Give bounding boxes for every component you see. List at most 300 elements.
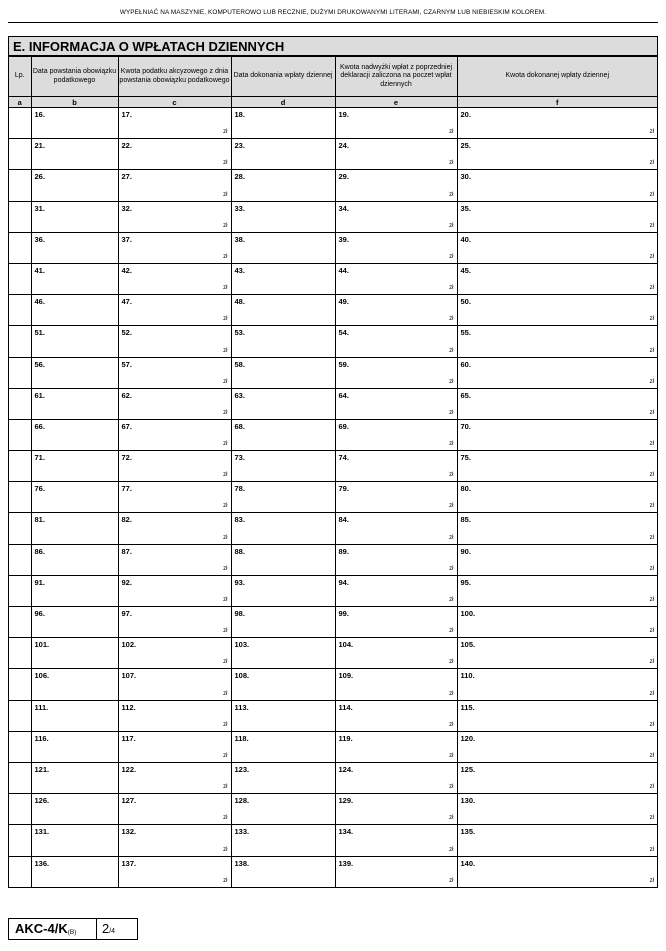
currency-label: zł: [649, 815, 654, 822]
field-number: 88.: [234, 546, 245, 556]
field-number: 95.: [460, 577, 471, 587]
currency-label: zł: [449, 752, 454, 759]
payment-date-field[interactable]: [231, 731, 335, 762]
payment-amount-field[interactable]: [457, 326, 657, 357]
obligation-date-field[interactable]: [31, 669, 118, 700]
obligation-date-field[interactable]: [31, 700, 118, 731]
currency-label: zł: [223, 565, 228, 572]
table-row: [9, 762, 657, 793]
surplus-amount-field[interactable]: [335, 513, 457, 544]
header-payment-date: Data dokonania wpłaty dziennej: [231, 57, 335, 97]
field-number: 24.: [338, 141, 349, 151]
currency-label: zł: [223, 503, 228, 510]
excise-amount-field[interactable]: [118, 232, 231, 263]
col-letter: a: [9, 97, 31, 108]
currency-label: zł: [649, 472, 654, 479]
surplus-amount-field[interactable]: [335, 856, 457, 887]
field-number: 83.: [234, 515, 245, 525]
payment-date-field[interactable]: [231, 232, 335, 263]
payment-date-field[interactable]: [231, 638, 335, 669]
field-number: 122.: [121, 764, 137, 774]
surplus-amount-field[interactable]: [335, 575, 457, 606]
payment-amount-field[interactable]: [457, 419, 657, 450]
payment-amount-field[interactable]: [457, 388, 657, 419]
currency-label: zł: [649, 378, 654, 385]
table-row: [9, 482, 657, 513]
payment-amount-field[interactable]: [457, 731, 657, 762]
field-number: 42.: [121, 265, 132, 275]
field-number: 106.: [34, 671, 50, 681]
field-number: 109.: [338, 671, 354, 681]
field-number: 136.: [34, 858, 50, 868]
currency-label: zł: [449, 347, 454, 354]
payment-amount-field[interactable]: [457, 825, 657, 856]
currency-label: zł: [223, 129, 228, 136]
obligation-date-field[interactable]: [31, 451, 118, 482]
field-number: 119.: [338, 733, 353, 743]
field-number: 54.: [338, 328, 349, 338]
payment-amount-field[interactable]: [457, 357, 657, 388]
currency-label: zł: [223, 160, 228, 167]
currency-label: zł: [449, 628, 454, 635]
surplus-amount-field[interactable]: [335, 482, 457, 513]
daily-payments-table: [9, 56, 657, 887]
currency-label: zł: [449, 815, 454, 822]
currency-label: zł: [223, 690, 228, 697]
table-row: [9, 451, 657, 482]
excise-amount-field[interactable]: [118, 201, 231, 232]
field-number: 100.: [460, 609, 476, 618]
payment-date-field[interactable]: [231, 762, 335, 793]
payment-date-field[interactable]: [231, 856, 335, 887]
field-number: 112.: [121, 702, 136, 712]
excise-amount-field[interactable]: [118, 513, 231, 544]
payment-date-field[interactable]: [231, 388, 335, 419]
table-row: [9, 108, 657, 139]
row-lp-cell: [9, 825, 31, 856]
excise-amount-field[interactable]: [118, 451, 231, 482]
field-number: 111.: [34, 702, 49, 712]
surplus-amount-field[interactable]: [335, 295, 457, 326]
currency-label: zł: [649, 752, 654, 759]
surplus-amount-field[interactable]: [335, 357, 457, 388]
field-number: 61.: [34, 390, 45, 400]
obligation-date-field[interactable]: [31, 108, 118, 139]
surplus-amount-field[interactable]: [335, 607, 457, 638]
surplus-amount-field[interactable]: [335, 731, 457, 762]
table-row: [9, 263, 657, 294]
payment-amount-field[interactable]: [457, 700, 657, 731]
field-number: 123.: [234, 764, 250, 774]
row-lp-cell: [9, 794, 31, 825]
payment-amount-field[interactable]: [457, 513, 657, 544]
table-row: [9, 388, 657, 419]
surplus-amount-field[interactable]: [335, 669, 457, 700]
row-lp-cell: [9, 544, 31, 575]
surplus-amount-field[interactable]: [335, 451, 457, 482]
field-number: 71.: [34, 453, 45, 463]
obligation-date-field[interactable]: [31, 575, 118, 606]
obligation-date-field[interactable]: [31, 232, 118, 263]
field-number: 118.: [234, 733, 249, 743]
field-number: 127.: [121, 796, 137, 806]
currency-label: zł: [223, 378, 228, 385]
header-row: [9, 57, 657, 97]
obligation-date-field[interactable]: [31, 544, 118, 575]
excise-amount-field[interactable]: [118, 825, 231, 856]
payment-amount-field[interactable]: [457, 544, 657, 575]
currency-label: zł: [223, 253, 228, 260]
currency-label: zł: [649, 659, 654, 666]
currency-label: zł: [649, 222, 654, 229]
obligation-date-field[interactable]: [31, 419, 118, 450]
payment-date-field[interactable]: [231, 482, 335, 513]
payment-date-field[interactable]: [231, 794, 335, 825]
row-lp-cell: [9, 170, 31, 201]
field-number: 99.: [338, 609, 349, 618]
header-excise-amount: Kwota podatku akcyzowego z dnia powstania obowiązku podatkowego: [118, 57, 231, 97]
payment-amount-field[interactable]: [457, 201, 657, 232]
payment-amount-field[interactable]: [457, 263, 657, 294]
payment-date-field[interactable]: [231, 607, 335, 638]
surplus-amount-field[interactable]: [335, 201, 457, 232]
field-number: 21.: [34, 141, 45, 151]
surplus-amount-field[interactable]: [335, 326, 457, 357]
currency-label: zł: [649, 565, 654, 572]
field-number: 45.: [460, 265, 471, 275]
table-row: [9, 357, 657, 388]
field-number: 87.: [121, 546, 132, 556]
payment-amount-field[interactable]: [457, 856, 657, 887]
surplus-amount-field[interactable]: [335, 108, 457, 139]
row-lp-cell: [9, 139, 31, 170]
excise-amount-field[interactable]: [118, 544, 231, 575]
table-row: [9, 700, 657, 731]
field-number: 67.: [121, 421, 132, 431]
payment-amount-field[interactable]: [457, 170, 657, 201]
field-number: 89.: [338, 546, 349, 556]
field-number: 133.: [234, 827, 250, 837]
obligation-date-field[interactable]: [31, 201, 118, 232]
field-number: 90.: [460, 546, 471, 556]
surplus-amount-field[interactable]: [335, 762, 457, 793]
field-number: 57.: [121, 359, 132, 369]
field-number: 78.: [234, 484, 245, 494]
excise-amount-field[interactable]: [118, 482, 231, 513]
excise-amount-field[interactable]: [118, 108, 231, 139]
currency-label: zł: [649, 160, 654, 167]
obligation-date-field[interactable]: [31, 388, 118, 419]
obligation-date-field[interactable]: [31, 326, 118, 357]
payment-date-field[interactable]: [231, 263, 335, 294]
field-number: 68.: [234, 421, 245, 431]
surplus-amount-field[interactable]: [335, 825, 457, 856]
field-number: 69.: [338, 421, 349, 431]
field-number: 50.: [460, 297, 471, 307]
obligation-date-field[interactable]: [31, 263, 118, 294]
payment-date-field[interactable]: [231, 108, 335, 139]
payment-amount-field[interactable]: [457, 669, 657, 700]
surplus-amount-field[interactable]: [335, 263, 457, 294]
payment-amount-field[interactable]: [457, 607, 657, 638]
field-number: 102.: [121, 640, 137, 650]
currency-label: zł: [223, 409, 228, 416]
field-number: 34.: [338, 203, 349, 213]
payment-amount-field[interactable]: [457, 638, 657, 669]
field-number: 43.: [234, 265, 245, 275]
field-number: 101.: [34, 640, 50, 650]
excise-amount-field[interactable]: [118, 419, 231, 450]
row-lp-cell: [9, 295, 31, 326]
surplus-amount-field[interactable]: [335, 232, 457, 263]
table-row: [9, 607, 657, 638]
excise-amount-field[interactable]: [118, 263, 231, 294]
currency-label: zł: [449, 721, 454, 728]
currency-label: zł: [223, 285, 228, 292]
surplus-amount-field[interactable]: [335, 419, 457, 450]
currency-label: zł: [449, 878, 454, 885]
field-number: 114.: [338, 702, 353, 712]
field-number: 73.: [234, 453, 245, 463]
field-number: 140.: [460, 858, 476, 868]
field-number: 93.: [234, 577, 245, 587]
payment-date-field[interactable]: [231, 295, 335, 326]
table-row: [9, 419, 657, 450]
payment-date-field[interactable]: [231, 575, 335, 606]
field-number: 131.: [34, 827, 50, 837]
row-lp-cell: [9, 357, 31, 388]
obligation-date-field[interactable]: [31, 794, 118, 825]
field-number: 91.: [34, 577, 45, 587]
currency-label: zł: [223, 878, 228, 885]
field-number: 129.: [338, 796, 354, 806]
table-row: [9, 825, 657, 856]
table-row: [9, 201, 657, 232]
payment-amount-field[interactable]: [457, 482, 657, 513]
excise-amount-field[interactable]: [118, 700, 231, 731]
field-number: 53.: [234, 328, 245, 338]
currency-label: zł: [449, 690, 454, 697]
currency-label: zł: [649, 878, 654, 885]
section-e-daily-payments: [8, 36, 658, 888]
field-number: 44.: [338, 265, 349, 275]
currency-label: zł: [223, 597, 228, 603]
payment-date-field[interactable]: [231, 357, 335, 388]
excise-amount-field[interactable]: [118, 139, 231, 170]
field-number: 98.: [234, 609, 245, 618]
field-number: 62.: [121, 390, 132, 400]
excise-amount-field[interactable]: [118, 607, 231, 638]
field-number: 103.: [234, 640, 250, 650]
excise-amount-field[interactable]: [118, 575, 231, 606]
field-number: 25.: [460, 141, 471, 151]
currency-label: zł: [223, 347, 228, 354]
surplus-amount-field[interactable]: [335, 544, 457, 575]
currency-label: zł: [649, 503, 654, 510]
field-number: 94.: [338, 577, 349, 587]
payment-amount-field[interactable]: [457, 295, 657, 326]
payment-date-field[interactable]: [231, 419, 335, 450]
field-number: 139.: [338, 858, 354, 868]
excise-amount-field[interactable]: [118, 638, 231, 669]
table-row: [9, 731, 657, 762]
field-number: 75.: [460, 453, 471, 463]
obligation-date-field[interactable]: [31, 139, 118, 170]
field-number: 137.: [121, 858, 137, 868]
table-body: [9, 108, 657, 888]
surplus-amount-field[interactable]: [335, 388, 457, 419]
excise-amount-field[interactable]: [118, 669, 231, 700]
table-row: [9, 326, 657, 357]
currency-label: zł: [223, 441, 228, 448]
field-number: 108.: [234, 671, 250, 681]
surplus-amount-field[interactable]: [335, 700, 457, 731]
payment-date-field[interactable]: [231, 825, 335, 856]
field-number: 27.: [121, 172, 132, 182]
excise-amount-field[interactable]: [118, 794, 231, 825]
field-number: 128.: [234, 796, 250, 806]
field-number: 121.: [34, 764, 50, 774]
row-lp-cell: [9, 482, 31, 513]
col-letter: f: [457, 97, 657, 108]
payment-amount-field[interactable]: [457, 575, 657, 606]
payment-date-field[interactable]: [231, 170, 335, 201]
excise-amount-field[interactable]: [118, 388, 231, 419]
field-number: 33.: [234, 203, 245, 213]
row-lp-cell: [9, 263, 31, 294]
form-code-text: AKC-4/K: [15, 921, 68, 936]
obligation-date-field[interactable]: [31, 513, 118, 544]
obligation-date-field[interactable]: [31, 638, 118, 669]
row-lp-cell: [9, 731, 31, 762]
excise-amount-field[interactable]: [118, 856, 231, 887]
currency-label: zł: [649, 690, 654, 697]
excise-amount-field[interactable]: [118, 762, 231, 793]
payment-date-field[interactable]: [231, 326, 335, 357]
header-lp: Lp.: [9, 57, 31, 97]
currency-label: zł: [649, 129, 654, 136]
obligation-date-field[interactable]: [31, 731, 118, 762]
currency-label: zł: [449, 846, 454, 853]
field-number: 23.: [234, 141, 245, 151]
excise-amount-field[interactable]: [118, 357, 231, 388]
obligation-date-field[interactable]: [31, 607, 118, 638]
field-number: 124.: [338, 764, 354, 774]
excise-amount-field[interactable]: [118, 170, 231, 201]
currency-label: zł: [449, 503, 454, 510]
col-letter: d: [231, 97, 335, 108]
field-number: 22.: [121, 141, 132, 151]
obligation-date-field[interactable]: [31, 825, 118, 856]
currency-label: zł: [223, 752, 228, 759]
field-number: 36.: [34, 234, 45, 244]
currency-label: zł: [449, 565, 454, 572]
field-number: 76.: [34, 484, 45, 494]
obligation-date-field[interactable]: [31, 295, 118, 326]
field-number: 84.: [338, 515, 349, 525]
payment-date-field[interactable]: [231, 700, 335, 731]
row-lp-cell: [9, 762, 31, 793]
currency-label: zł: [449, 659, 454, 666]
surplus-amount-field[interactable]: [335, 170, 457, 201]
excise-amount-field[interactable]: [118, 731, 231, 762]
form-footer: [8, 918, 138, 940]
row-lp-cell: [9, 201, 31, 232]
field-number: 41.: [34, 265, 45, 275]
field-number: 120.: [460, 733, 476, 743]
currency-label: zł: [223, 846, 228, 853]
currency-label: zł: [649, 628, 654, 635]
obligation-date-field[interactable]: [31, 762, 118, 793]
surplus-amount-field[interactable]: [335, 794, 457, 825]
currency-label: zł: [649, 721, 654, 728]
currency-label: zł: [449, 129, 454, 136]
payment-amount-field[interactable]: [457, 451, 657, 482]
table-row: [9, 513, 657, 544]
field-number: 115.: [460, 702, 475, 712]
field-number: 29.: [338, 172, 349, 182]
payment-amount-field[interactable]: [457, 232, 657, 263]
currency-label: zł: [649, 253, 654, 260]
currency-label: zł: [649, 441, 654, 448]
obligation-date-field[interactable]: [31, 357, 118, 388]
form-instruction-note: WYPEŁNIAĆ NA MASZYNIE, KOMPUTEROWO LUB RECZNIE, DUŻYMI DRUKOWANYMI LITERAMI, CZARNYM LUB NIEBIESKIM KOLOREM.: [119, 9, 547, 16]
field-number: 59.: [338, 359, 349, 369]
header-obligation-date: Data powstania obowiązku podatkowego: [31, 57, 118, 97]
excise-amount-field[interactable]: [118, 326, 231, 357]
payment-amount-field[interactable]: [457, 139, 657, 170]
currency-label: zł: [449, 441, 454, 448]
table-row: [9, 856, 657, 887]
payment-date-field[interactable]: [231, 139, 335, 170]
obligation-date-field[interactable]: [31, 856, 118, 887]
field-number: 126.: [34, 796, 50, 806]
payment-amount-field[interactable]: [457, 794, 657, 825]
currency-label: zł: [649, 285, 654, 292]
field-number: 40.: [460, 234, 471, 244]
table-row: [9, 544, 657, 575]
field-number: 38.: [234, 234, 245, 244]
page-total: /4: [109, 928, 116, 935]
field-number: 130.: [460, 796, 476, 806]
payment-date-field[interactable]: [231, 669, 335, 700]
payment-date-field[interactable]: [231, 451, 335, 482]
payment-date-field[interactable]: [231, 513, 335, 544]
obligation-date-field[interactable]: [31, 170, 118, 201]
currency-label: zł: [449, 285, 454, 292]
row-lp-cell: [9, 419, 31, 450]
row-lp-cell: [9, 232, 31, 263]
surplus-amount-field[interactable]: [335, 638, 457, 669]
currency-label: zł: [223, 628, 228, 635]
field-number: 46.: [34, 297, 45, 307]
obligation-date-field[interactable]: [31, 482, 118, 513]
payment-amount-field[interactable]: [457, 108, 657, 139]
payment-date-field[interactable]: [231, 201, 335, 232]
field-number: 96.: [34, 609, 45, 618]
payment-date-field[interactable]: [231, 544, 335, 575]
field-number: 116.: [34, 733, 49, 743]
excise-amount-field[interactable]: [118, 295, 231, 326]
field-number: 85.: [460, 515, 471, 525]
table-row: [9, 638, 657, 669]
field-number: 104.: [338, 640, 354, 650]
header-surplus-amount: Kwota nadwyżki wpłat z poprzedniej deklaracji zaliczona na poczet wpłat dziennych: [335, 57, 457, 97]
surplus-amount-field[interactable]: [335, 139, 457, 170]
payment-amount-field[interactable]: [457, 762, 657, 793]
currency-label: zł: [223, 222, 228, 229]
col-letter: b: [31, 97, 118, 108]
